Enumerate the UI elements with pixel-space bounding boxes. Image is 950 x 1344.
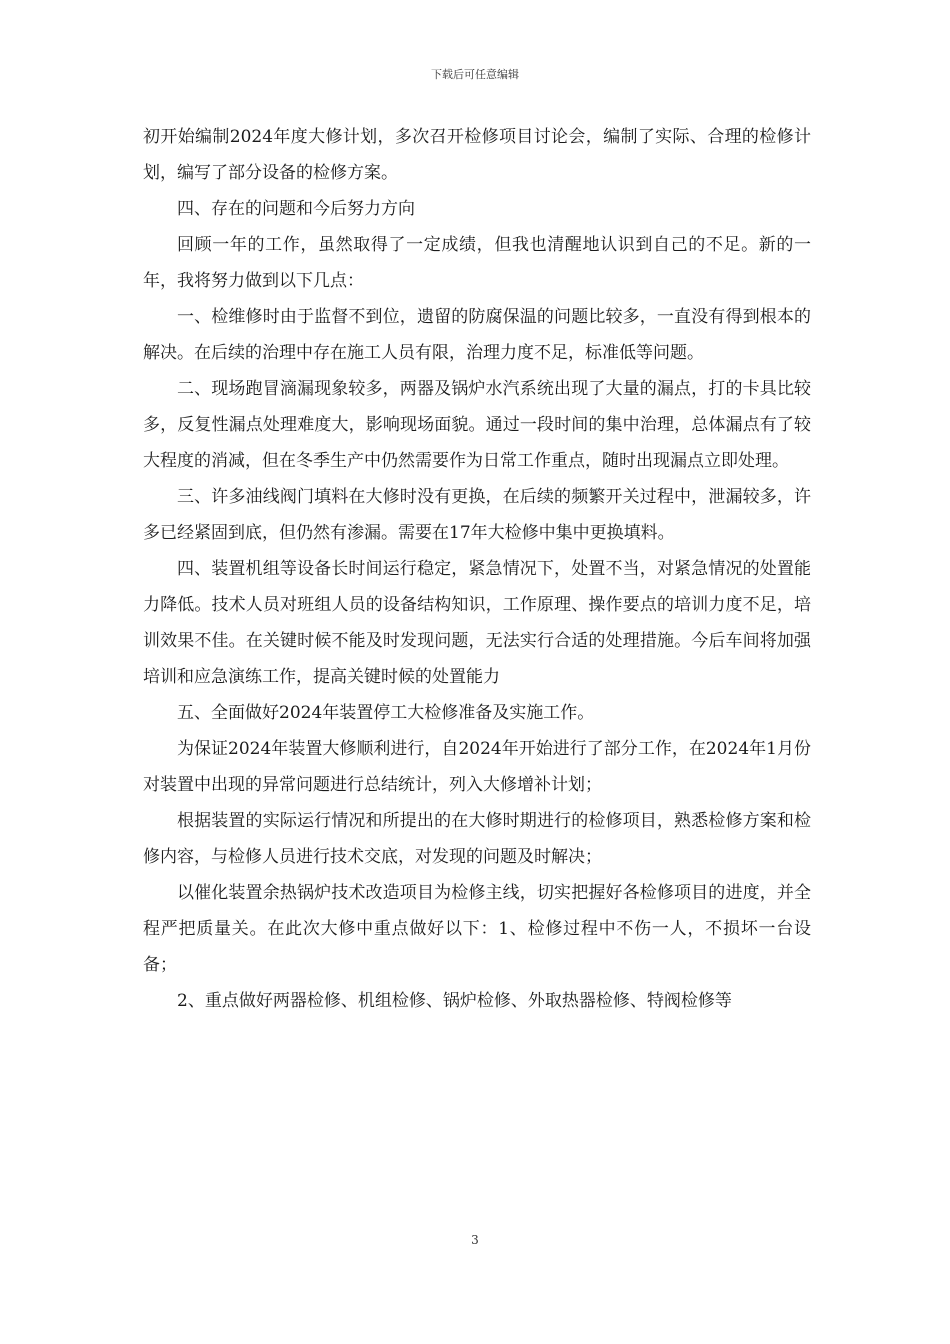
page-header: 下载后可任意编辑: [431, 68, 519, 81]
paragraph: 五、全面做好2024年装置停工大检修准备及实施工作。: [177, 703, 595, 723]
paragraph: 为保证2024年装置大修顺利进行，自2024年开始进行了部分工作，在2024年1月份对装置中出现的异常问题进行总结统计，列入大修增补计划；: [143, 739, 811, 795]
document-body: [143, 119, 811, 1019]
section-heading: 四、存在的问题和今后努力方向: [177, 199, 415, 219]
paragraph: 一、检维修时由于监督不到位，遗留的防腐保温的问题比较多，一直没有得到根本的解决。在后续的治理中存在施工人员有限，治理力度不足，标准低等问题。: [143, 307, 811, 363]
paragraph: 四、装置机组等设备长时间运行稳定，紧急情况下，处置不当，对紧急情况的处置能力降低。技术人员对班组人员的设备结构知识，工作原理、操作要点的培训力度不足，培训效果不佳。在关键时候不能及时发现问题，无法实行合适的处理措施。今后车间将加强培训和应急演练工作，提高关键时候的处置能力: [143, 559, 811, 687]
paragraph: 三、许多油线阀门填料在大修时没有更换，在后续的频繁开关过程中，泄漏较多，许多已经紧固到底，但仍然有渗漏。需要在17年大检修中集中更换填料。: [143, 487, 811, 543]
paragraph: 2、重点做好两器检修、机组检修、锅炉检修、外取热器检修、特阀检修等: [177, 991, 732, 1011]
paragraph: 根据装置的实际运行情况和所提出的在大修时期进行的检修项目，熟悉检修方案和检修内容，与检修人员进行技术交底，对发现的问题及时解决；: [143, 811, 811, 867]
page-number: 3: [471, 1233, 479, 1247]
paragraph: 初开始编制2024年度大修计划，多次召开检修项目讨论会，编制了实际、合理的检修计划，编写了部分设备的检修方案。: [143, 127, 811, 183]
paragraph: 二、现场跑冒滴漏现象较多，两器及锅炉水汽系统出现了大量的漏点，打的卡具比较多，反复性漏点处理难度大，影响现场面貌。通过一段时间的集中治理，总体漏点有了较大程度的消减，但在冬季生产中仍然需要作为日常工作重点，随时出现漏点立即处理。: [143, 379, 811, 471]
paragraph: 回顾一年的工作，虽然取得了一定成绩，但我也清醒地认识到自己的不足。新的一年，我将努力做到以下几点：: [143, 235, 811, 291]
paragraph: 以催化装置余热锅炉技术改造项目为检修主线，切实把握好各检修项目的进度，并全程严把质量关。在此次大修中重点做好以下：1、检修过程中不伤一人，不损坏一台设备；: [143, 883, 811, 975]
